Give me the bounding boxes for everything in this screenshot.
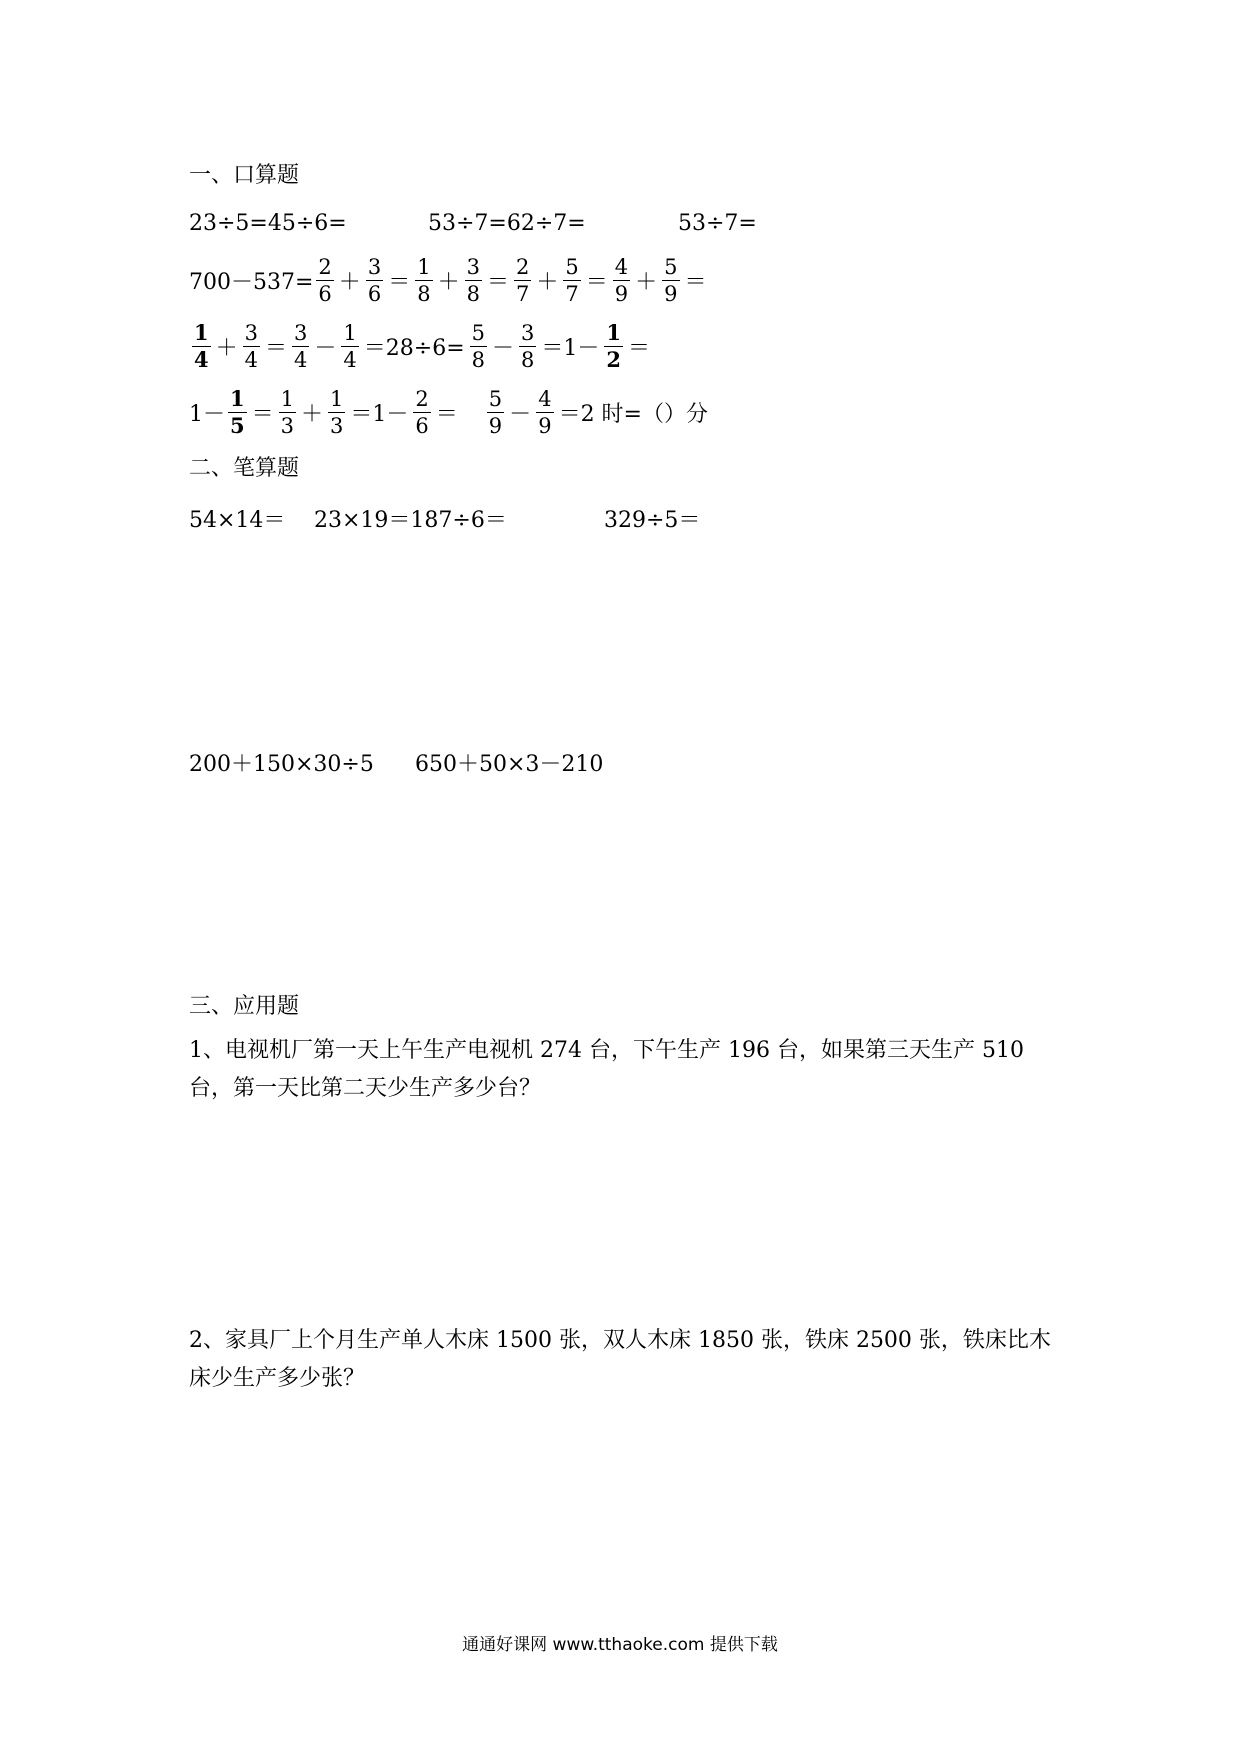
footer-credit: 通通好课网 www.tthaoke.com 提供下载 bbox=[462, 1635, 778, 1655]
written-row1-item1: 54×14＝ bbox=[189, 508, 286, 533]
oral-row1-item3: 53÷7= bbox=[678, 211, 757, 236]
row4-prefix: 1－ bbox=[189, 401, 225, 427]
operator: － bbox=[509, 401, 532, 427]
fraction: $\frac{1}{8}$ bbox=[417, 254, 431, 306]
oral-row1-item2: 53÷7=62÷7= bbox=[428, 211, 586, 236]
equals: ＝ bbox=[585, 269, 608, 295]
fraction: $\frac{1}{2}$ bbox=[606, 319, 622, 372]
fraction: $\frac{5}{8}$ bbox=[471, 320, 486, 372]
equals: ＝ bbox=[684, 269, 707, 295]
fraction: $\frac{5}{7}$ bbox=[565, 254, 579, 306]
section1-title: 一、口算题 bbox=[189, 163, 300, 188]
fraction: $\frac{3}{6}$ bbox=[367, 254, 382, 306]
section3-title: 三、应用题 bbox=[189, 994, 300, 1019]
fraction: $\frac{5}{9}$ bbox=[488, 386, 503, 438]
equals: ＝ bbox=[388, 269, 411, 295]
equals: ＝ bbox=[435, 401, 458, 427]
equals: ＝28÷6= bbox=[363, 335, 465, 361]
equals: ＝ bbox=[486, 269, 509, 295]
equals: ＝ bbox=[265, 335, 288, 361]
fraction: $\frac{3}{4}$ bbox=[294, 320, 308, 372]
fraction: $\frac{1}{4}$ bbox=[343, 320, 357, 372]
oral-row4 bbox=[189, 382, 710, 442]
fraction: $\frac{2}{6}$ bbox=[415, 386, 429, 438]
word-problem-1: 1、电视机厂第一天上午生产电视机 274 台，下午生产 196 台，如果第三天生产 510 台，第一天比第二天少生产多少台？ bbox=[189, 1038, 1024, 1101]
fraction: $\frac{1}{5}$ bbox=[230, 385, 245, 438]
fraction: $\frac{1}{3}$ bbox=[280, 386, 295, 438]
fraction: $\frac{3}{8}$ bbox=[521, 320, 535, 372]
row4-suffix: ＝2 时=（）分 bbox=[558, 401, 708, 427]
fraction: $\frac{3}{8}$ bbox=[466, 254, 480, 306]
operator: － bbox=[314, 335, 337, 361]
fraction: $\frac{1}{3}$ bbox=[330, 386, 344, 438]
written-row2-item1: 200＋150×30÷5 bbox=[189, 752, 374, 777]
operator: ＋ bbox=[338, 269, 361, 295]
written-row1-item2: 23×19＝187÷6＝ bbox=[314, 508, 507, 533]
section2-title: 二、笔算题 bbox=[189, 456, 300, 481]
fraction: $\frac{2}{6}$ bbox=[318, 254, 332, 306]
fraction: $\frac{2}{7}$ bbox=[515, 254, 530, 306]
oral-row2 bbox=[189, 250, 709, 310]
fraction: $\frac{1}{4}$ bbox=[194, 319, 209, 372]
operator: ＋ bbox=[301, 401, 324, 427]
operator: ＋ bbox=[635, 269, 658, 295]
fraction: $\frac{5}{9}$ bbox=[664, 254, 678, 306]
operator: ＋ bbox=[215, 335, 238, 361]
word-problem-2: 2、家具厂上个月生产单人木床 1500 张，双人木床 1850 张，铁床 2500 张，铁床比木床少生产多少张？ bbox=[189, 1328, 1051, 1391]
oral-row3 bbox=[189, 316, 652, 376]
row2-prefix: 700－537= bbox=[189, 269, 314, 295]
written-row2-item2: 650＋50×3－210 bbox=[415, 752, 604, 777]
equals: ＝1－ bbox=[350, 401, 409, 427]
fraction: $\frac{4}{9}$ bbox=[538, 386, 552, 438]
oral-row1-item1: 23÷5=45÷6= bbox=[189, 211, 347, 236]
operator: － bbox=[492, 335, 515, 361]
written-row1-item3: 329÷5＝ bbox=[604, 508, 701, 533]
operator: ＋ bbox=[437, 269, 460, 295]
equals: ＝ bbox=[628, 335, 651, 361]
fraction: $\frac{4}{9}$ bbox=[614, 254, 629, 306]
fraction: $\frac{3}{4}$ bbox=[244, 320, 259, 372]
operator: ＋ bbox=[536, 269, 559, 295]
equals: ＝ bbox=[251, 401, 274, 427]
equals: ＝1－ bbox=[541, 335, 600, 361]
